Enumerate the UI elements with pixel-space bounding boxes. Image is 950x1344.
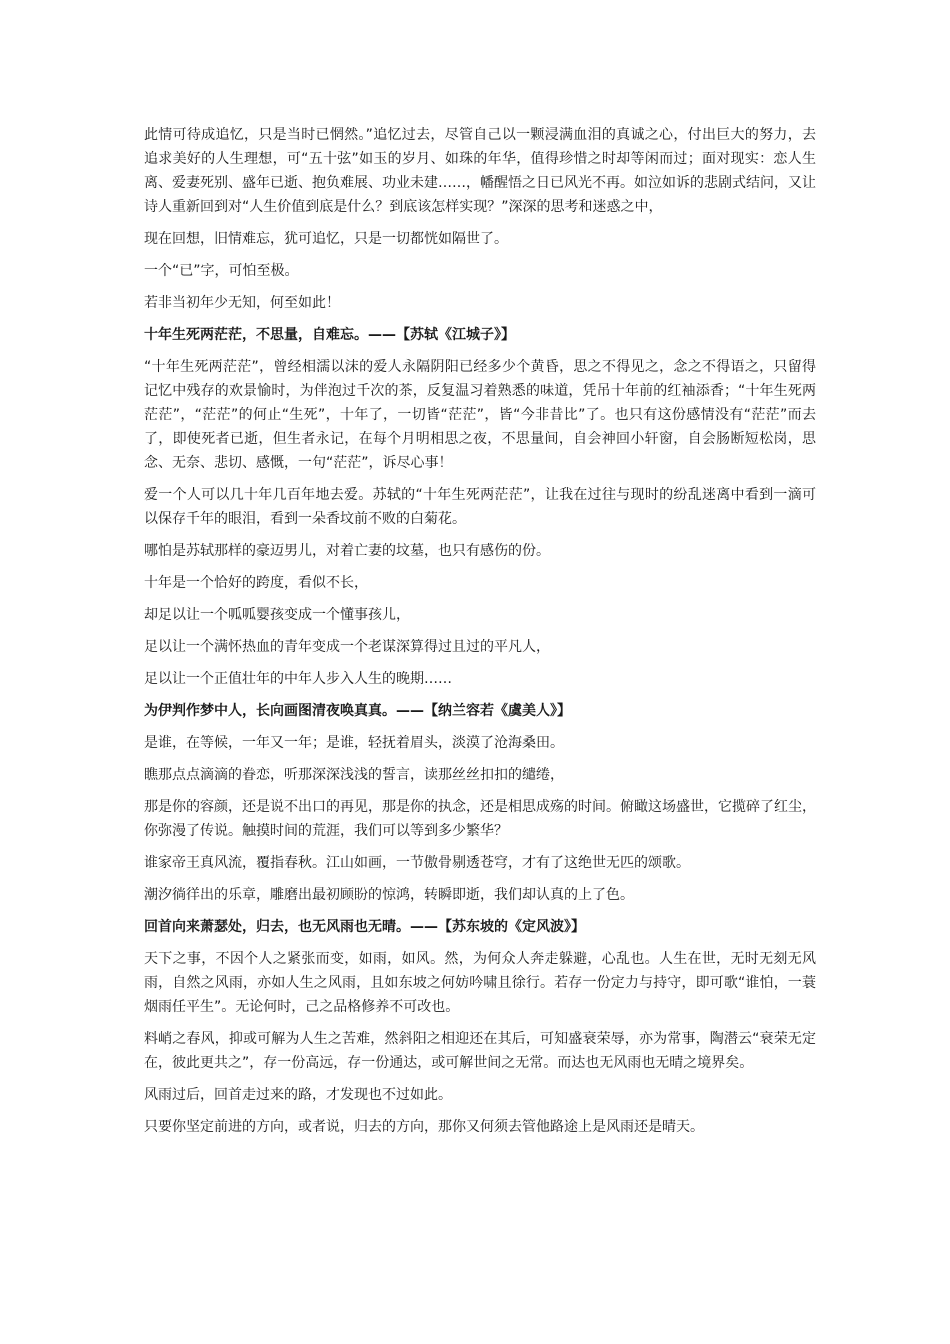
paragraph: 料峭之春风，抑或可解为人生之苦难，然斜阳之相迎还在其后，可知盛衰荣辱，亦为常事，陶潜云“衰荣无定在，彼此更共之”，存一份高远，存一份通达，或可解世间之无常。而达也无风雨也无晴之境界矣。 [144,1031,816,1071]
paragraph: 哪怕是苏轼那样的豪迈男儿，对着亡妻的坟墓，也只有感伤的份。 [144,543,550,559]
paragraph: 一个“已”字，可怕至极。 [144,263,299,279]
paragraph: 天下之事，不因个人之紧张而变，如雨，如风。然，为何众人奔走躲避，心乱也。人生在世，无时无刻无风雨，自然之风雨，亦如人生之风雨，且如东坡之何妨吟啸且徐行。若存一份定力与持守，即可歌“谁怕，一蓑烟雨任平生”。无论何时，己之品格修养不可改也。 [144,951,816,1015]
section-heading: 十年生死两茫茫，不思量，自难忘。——【苏轼《江城子》】 [144,327,515,343]
section-heading: 为伊判作梦中人，长向画图清夜唤真真。——【纳兰容若《虞美人》】 [144,703,571,719]
paragraph: 足以让一个满怀热血的青年变成一个老谋深算得过且过的平凡人， [144,639,550,655]
paragraph: 爱一个人可以几十年几百年地去爱。苏轼的“十年生死两茫茫”，让我在过往与现时的纷乱迷离中看到一滴可以保存千年的眼泪，看到一朵香坟前不败的白菊花。 [144,487,816,527]
section-heading: 回首向来萧瑟处，归去，也无风雨也无晴。——【苏东坡的《定风波》】 [144,919,585,935]
paragraph: 谁家帝王真风流，覆指春秋。江山如画，一节傲骨剔透苍穹，才有了这绝世无匹的颂歌。 [144,855,690,871]
paragraph: 只要你坚定前进的方向，或者说，归去的方向，那你又何须去管他路途上是风雨还是晴天。 [144,1119,704,1135]
paragraph: 却足以让一个呱呱婴孩变成一个懂事孩儿， [144,607,410,623]
paragraph: 若非当初年少无知，何至如此！ [144,295,340,311]
paragraph: 十年是一个恰好的跨度，看似不长， [144,575,368,591]
paragraph: 潮汐徜徉出的乐章，雕磨出最初顾盼的惊鸿，转瞬即逝，我们却认真的上了色。 [144,887,634,903]
paragraph: 瞧那点点滴滴的眷恋，听那深深浅浅的誓言，读那丝丝扣扣的缱绻， [144,767,564,783]
paragraph: 现在回想，旧情难忘，犹可追忆，只是一切都恍如隔世了。 [144,231,508,247]
paragraph: “十年生死两茫茫”，曾经相濡以沫的爱人永隔阴阳已经多少个黄昏，思之不得见之，念之不得语之，只留得记忆中残存的欢景愉时，为伴泡过千次的茶，反复温习着熟悉的味道，凭吊十年前的红袖添香；“十年生死两茫茫”，“茫茫”的何止“生死”，十年了，一切皆“茫茫”，皆“今非昔比”了。也只有这份感情没有“茫茫”而去了，即使死者已逝，但生者永记，在每个月明相思之夜，不思量间，自会神回小轩窗，自会肠断短松岗，思念、无奈、悲切、感慨，一句“茫茫”，诉尽心事！ [144,359,816,471]
paragraph: 那是你的容颜，还是说不出口的再见，那是你的执念，还是相思成殇的时间。俯瞰这场盛世，它揽碎了红尘，你弥漫了传说。触摸时间的荒涯，我们可以等到多少繁华？ [144,799,816,839]
paragraph: 此情可待成追忆，只是当时已惘然。”追忆过去，尽管自己以一颗浸满血泪的真诚之心，付出巨大的努力，去追求美好的人生理想，可“五十弦”如玉的岁月、如珠的年华，值得珍惜之时却等闲而过；面对现实：恋人生离、爱妻死别、盛年已逝、抱负难展、功业未建……，幡醒悟之日已风光不再。如泣如诉的悲剧式结问，又让诗人重新回到对“人生价值到底是什么？到底该怎样实现？”深深的思考和迷惑之中， [144,127,816,215]
document-page [144,123,816,1147]
paragraph: 风雨过后，回首走过来的路，才发现也不过如此。 [144,1087,452,1103]
paragraph: 是谁，在等候，一年又一年；是谁，轻抚着眉头，淡漠了沧海桑田。 [144,735,564,751]
paragraph: 足以让一个正值壮年的中年人步入人生的晚期…… [144,671,452,687]
